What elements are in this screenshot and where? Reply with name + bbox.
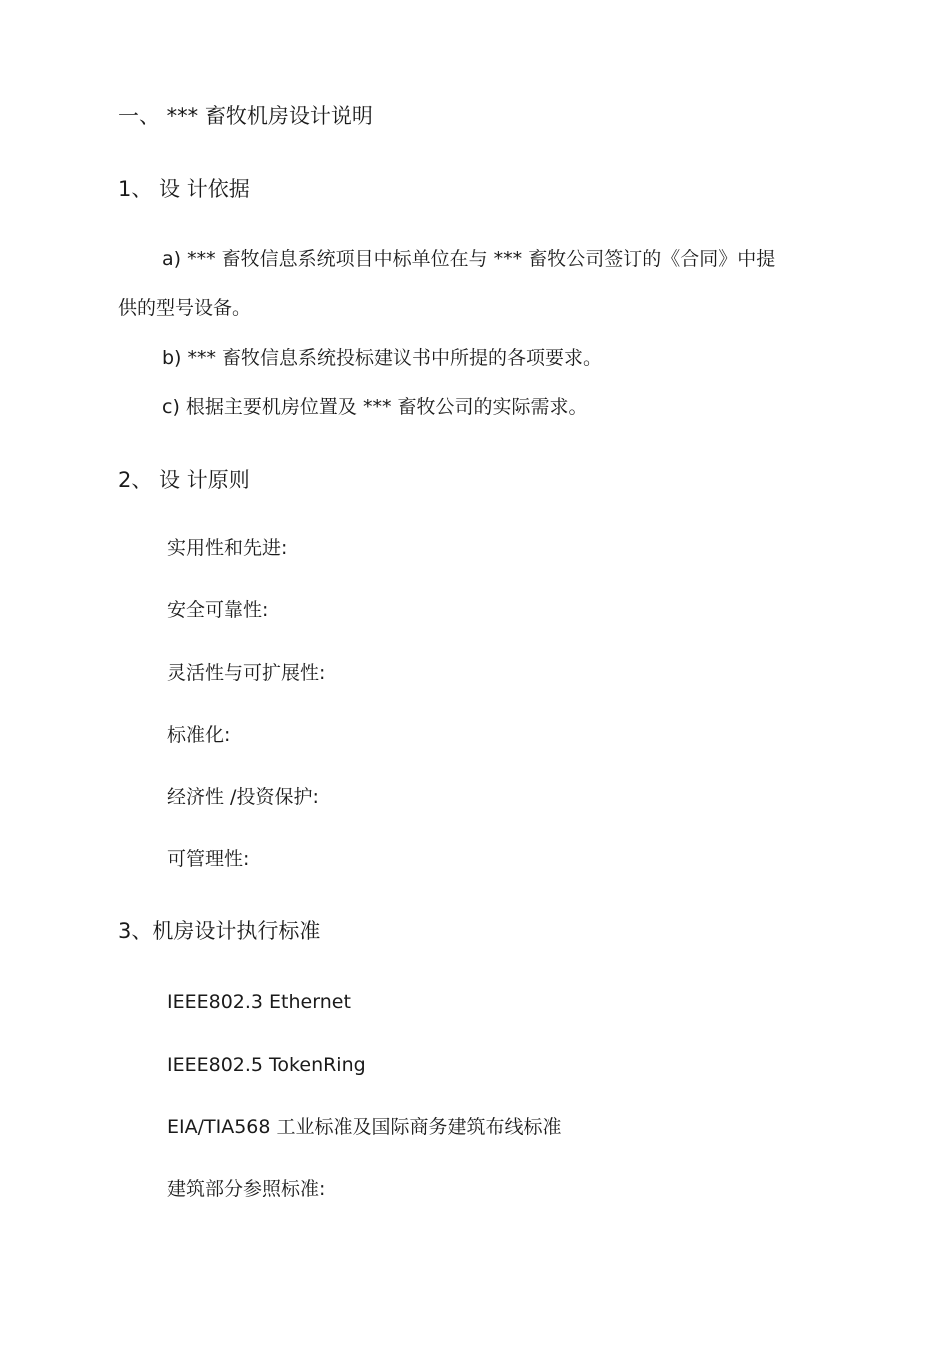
principle-item: 实用性和先进: [167, 537, 288, 559]
paragraph-basis-b: b) *** 畜牧信息系统投标建议书中所提的各项要求。 [162, 347, 603, 369]
principle-item: 灵活性与可扩展性: [167, 662, 326, 684]
principle-item: 安全可靠性: [167, 599, 269, 621]
paragraph-basis-c: c) 根据主要机房位置及 *** 畜牧公司的实际需求。 [162, 396, 588, 418]
principle-item: 可管理性: [167, 848, 250, 870]
paragraph-basis-a-cont: 供的型号设备。 [118, 297, 252, 319]
principle-item: 标准化: [167, 724, 231, 746]
principle-item: 经济性 /投资保护: [167, 786, 319, 808]
section-heading-basis: 1、 设 计依据 [118, 177, 250, 201]
section-heading-principles: 2、 设 计原则 [118, 468, 250, 492]
standard-item: IEEE802.5 TokenRing [167, 1054, 366, 1076]
standard-item: 建筑部分参照标准: [167, 1178, 326, 1200]
standard-item: IEEE802.3 Ethernet [167, 991, 351, 1013]
standard-item: EIA/TIA568 工业标准及国际商务建筑布线标准 [167, 1116, 562, 1138]
document-title: 一、 *** 畜牧机房设计说明 [118, 104, 373, 128]
section-heading-standards: 3、机房设计执行标准 [118, 919, 321, 943]
paragraph-basis-a: a) *** 畜牧信息系统项目中标单位在与 *** 畜牧公司签订的《合同》中提 [162, 248, 776, 270]
